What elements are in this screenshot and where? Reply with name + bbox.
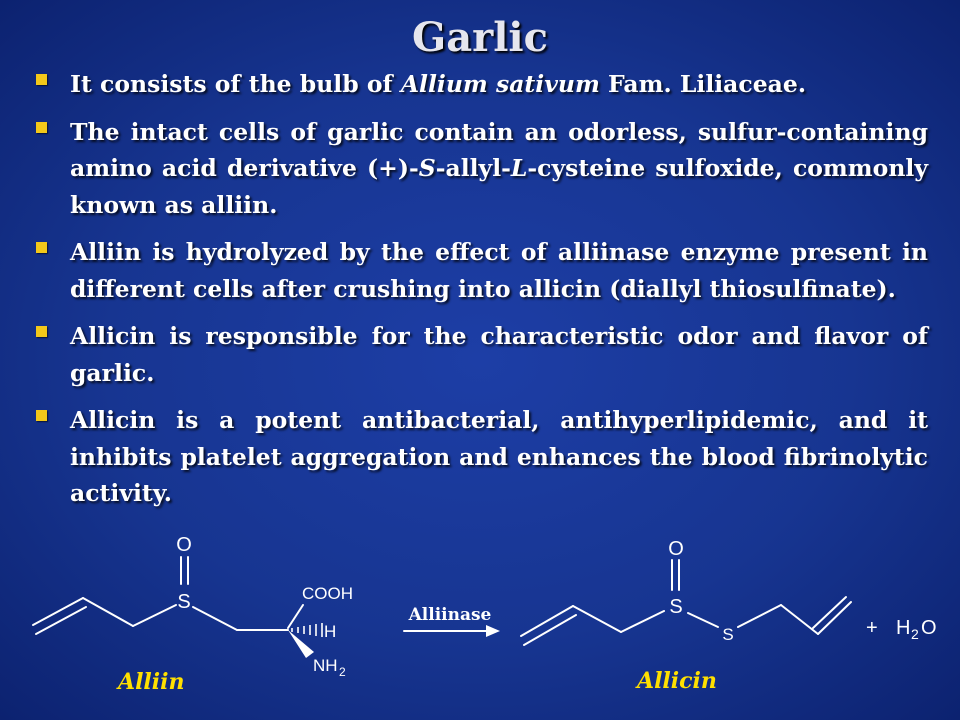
italic-term: S: [418, 154, 436, 182]
alliin-bond: [288, 605, 303, 628]
allicin-bond: [738, 605, 781, 627]
bullet-text: [70, 402, 928, 512]
text-segment: Allicin is responsible for the characteristic odor and flavor of garlic.: [70, 322, 928, 387]
alliin-hydrogen-label: H: [324, 622, 337, 641]
allicin-sulfur-label: S: [722, 625, 734, 644]
italic-term: L: [510, 154, 528, 182]
byproduct-subscript: 2: [911, 626, 919, 642]
alliin-name: Alliin: [118, 669, 185, 695]
italic-term: Allium sativum: [400, 70, 600, 98]
alliin-bond: [193, 607, 237, 630]
bullet-text: [70, 66, 928, 103]
byproduct-plus: +: [866, 617, 878, 639]
slide-title: Garlic: [412, 14, 548, 61]
bullet-list: [34, 66, 928, 523]
text-segment: Fam. Liliaceae.: [599, 70, 807, 98]
text-segment: Allicin is a potent antibacterial, antihyperlipidemic, and it inhibits platelet aggregation and enhances the blood fibrinolytic activity.: [70, 406, 928, 507]
alliin-double-bond: [36, 607, 86, 634]
byproduct-hydrogen: H: [896, 617, 911, 639]
alliin-amine-subscript: 2: [339, 665, 346, 679]
bullet-item: [34, 318, 928, 391]
bullet-item: [34, 114, 928, 224]
reaction-arrowhead: [486, 625, 500, 637]
bullet-square-icon: [36, 326, 47, 337]
bullet-square-icon: [36, 242, 47, 253]
allicin-bond: [573, 606, 621, 632]
bullet-text: [70, 114, 928, 224]
bullet-square-icon: [36, 74, 47, 85]
allicin-sulfur-label: S: [669, 596, 683, 618]
bullet-square-icon: [36, 410, 47, 421]
alliin-bond: [33, 598, 83, 625]
alliin-bond: [83, 598, 133, 626]
text-segment: The intact cells of garlic contain an odorless, sulfur-containing amino acid derivative (+)-: [70, 117, 928, 182]
alliin-sulfur-label: S: [177, 591, 191, 613]
allicin-bond: [688, 613, 718, 627]
bullet-square-icon: [36, 122, 47, 133]
byproduct-oxygen: O: [921, 617, 937, 639]
reaction-scheme: [0, 520, 960, 720]
text-segment: It consists of the bulb of: [70, 70, 401, 98]
alliin-carboxyl-label: COOH: [302, 584, 353, 603]
allicin-oxygen-label: O: [668, 538, 684, 560]
allicin-bond: [781, 605, 818, 634]
allicin-bond: [621, 611, 664, 632]
bullet-text: [70, 234, 928, 307]
alliin-amine-label: NH: [313, 656, 338, 675]
bullet-item: [34, 234, 928, 307]
allicin-name: Allicin: [637, 668, 717, 694]
bullet-item: [34, 402, 928, 512]
bullet-item: [34, 66, 928, 103]
text-segment: Alliin is hydrolyzed by the effect of alliinase enzyme present in different cells after crushing into allicin (diallyl thiosulfinate).: [70, 238, 928, 303]
text-segment: -cysteine sulfoxide, commonly known as alliin.: [70, 154, 928, 219]
text-segment: -allyl-: [435, 154, 511, 182]
alliin-bond: [133, 605, 176, 626]
bullet-text: [70, 318, 928, 391]
alliin-hashed-wedge: [292, 623, 322, 637]
alliin-oxygen-label: O: [176, 534, 192, 556]
reaction-arrow-label: Alliinase: [408, 605, 492, 625]
